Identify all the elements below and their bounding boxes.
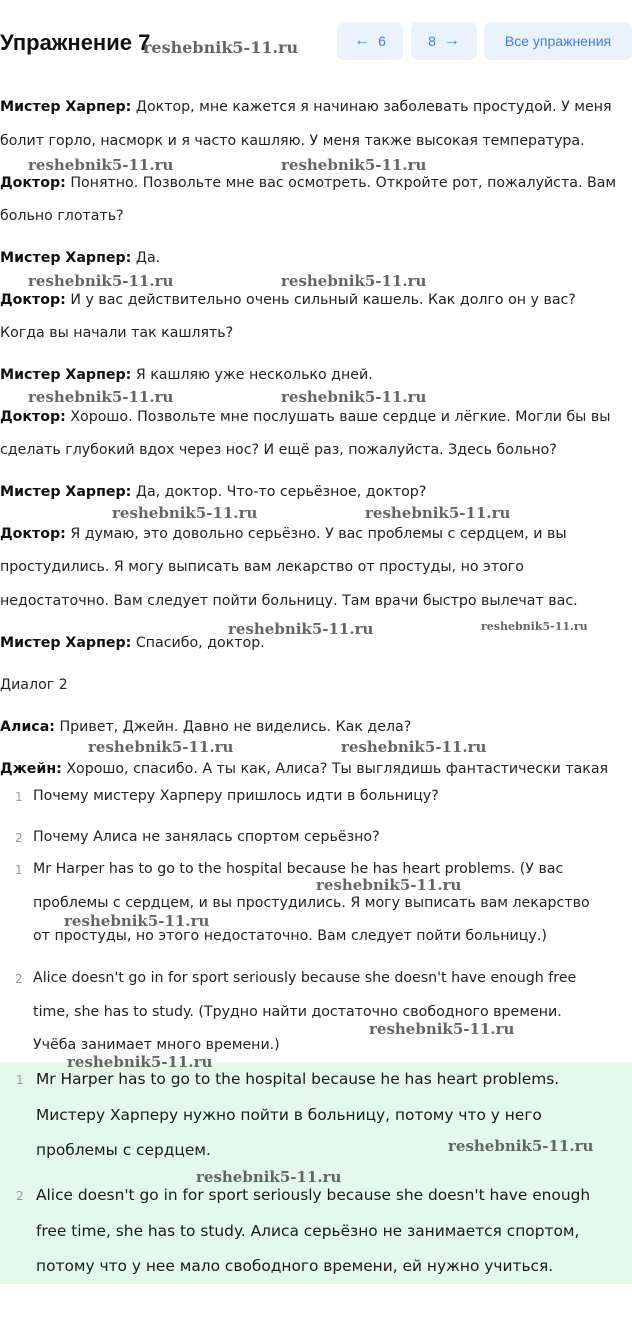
dialog-line bbox=[0, 585, 632, 618]
line-text: простудились. Я могу выписать вам лекарство от простуды, но этого bbox=[0, 559, 524, 575]
dialog-line bbox=[0, 476, 632, 509]
speaker-name: Доктор: bbox=[0, 292, 66, 308]
speaker-name: Алиса: bbox=[0, 719, 55, 735]
line-text: Да. bbox=[135, 250, 161, 266]
item-text: Alice doesn't go in for sport seriously because she doesn't have enough free bbox=[33, 970, 577, 986]
item-text: проблемы с сердцем, и вы простудились. Я могу выписать вам лекарство bbox=[33, 894, 590, 911]
dialog-line bbox=[0, 242, 632, 275]
dialog-line bbox=[0, 200, 632, 233]
item-text: Почему мистеру Харперу пришлось идти в больницу? bbox=[33, 788, 439, 804]
item-text: Учёба занимает много времени.) bbox=[33, 1037, 280, 1053]
dialog-line bbox=[0, 551, 632, 584]
line-text: Доктор, мне кажется я начинаю заболевать простудой. У меня bbox=[135, 99, 612, 115]
dialog-2-title: Диалог 2 bbox=[0, 677, 68, 693]
watermark: reshebnik5-11.ru bbox=[369, 1020, 515, 1038]
watermark: reshebnik5-11.ru bbox=[28, 156, 174, 174]
item-text: Почему Алиса не занялась спортом серьёзно? bbox=[33, 829, 380, 845]
item-text: Мистеру Харперу нужно пойти в больницу, потому что у него bbox=[36, 1105, 542, 1124]
watermark: reshebnik5-11.ru bbox=[448, 1137, 594, 1155]
item-number: 2 bbox=[16, 1189, 24, 1203]
watermark: reshebnik5-11.ru bbox=[88, 738, 234, 756]
speaker-name: Мистер Харпер: bbox=[0, 99, 132, 115]
speaker-name: Джейн: bbox=[0, 761, 62, 777]
line-text: сделать глубокий вдох через нос? И ещё раз, пожалуйста. Здесь больно? bbox=[0, 442, 557, 458]
line-text: Понятно. Позвольте мне вас осмотреть. Откройте рот, пожалуйста. Вам bbox=[70, 175, 617, 191]
page-header bbox=[0, 0, 632, 78]
item-number: 1 bbox=[15, 863, 23, 877]
speaker-name: Мистер Харпер: bbox=[0, 250, 132, 266]
watermark: reshebnik5-11.ru bbox=[67, 1053, 213, 1071]
watermark: reshebnik5-11.ru bbox=[281, 388, 427, 406]
watermark: reshebnik5-11.ru bbox=[316, 876, 462, 894]
speaker-name: Мистер Харпер: bbox=[0, 484, 132, 500]
page-title: Упражнение 7 bbox=[0, 30, 151, 55]
item-text: Mr Harper has to go to the hospital because he has heart problems. bbox=[36, 1070, 560, 1088]
item-number: 2 bbox=[15, 972, 23, 986]
arrow-right-icon: → bbox=[443, 32, 460, 49]
speaker-name: Доктор: bbox=[0, 175, 66, 191]
prev-exercise-button[interactable]: ← 6 bbox=[337, 22, 403, 60]
speaker-name: Мистер Харпер: bbox=[0, 367, 132, 383]
watermark: reshebnik5-11.ru bbox=[365, 504, 511, 522]
watermark: reshebnik5-11.ru bbox=[341, 738, 487, 756]
line-text: Спасибо, доктор. bbox=[135, 635, 265, 651]
item-text: от простуды, но этого недостаточно. Вам следует пойти больницу.) bbox=[33, 928, 547, 944]
speaker-name: Доктор: bbox=[0, 526, 66, 542]
line-text: Я думаю, это довольно серьёзно. У вас проблемы с сердцем, и вы bbox=[70, 526, 567, 542]
item-text: проблемы с сердцем. bbox=[36, 1141, 211, 1159]
watermark: reshebnik5-11.ru bbox=[281, 272, 427, 290]
watermark: reshebnik5-11.ru bbox=[481, 620, 588, 633]
line-text: И у вас действительно очень сильный кашель. Как долго он у вас? bbox=[70, 292, 576, 308]
item-text: потому что у нее мало свободного времени, ей нужно учиться. bbox=[36, 1257, 554, 1275]
dialog-line bbox=[0, 317, 632, 350]
item-number: 1 bbox=[16, 1073, 24, 1087]
watermark: reshebnik5-11.ru bbox=[112, 504, 258, 522]
watermark: reshebnik5-11.ru bbox=[228, 620, 374, 638]
dialog-line bbox=[0, 125, 632, 158]
all-exercises-button[interactable]: Все упражнения bbox=[484, 22, 632, 60]
speaker-name: Мистер Харпер: bbox=[0, 635, 132, 651]
line-text: Когда вы начали так кашлять? bbox=[0, 325, 234, 341]
item-text: Mr Harper has to go to the hospital because he has heart problems. (У вас bbox=[33, 861, 564, 877]
dialog-line bbox=[0, 91, 632, 124]
speaker-name: Доктор: bbox=[0, 409, 66, 425]
line-text: Я кашляю уже несколько дней. bbox=[135, 367, 373, 383]
item-text: time, she has to study. (Трудно найти достаточно свободного времени. bbox=[33, 1003, 562, 1020]
item-text: Alice doesn't go in for sport seriously because she doesn't have enough bbox=[36, 1186, 591, 1204]
dialog-line bbox=[0, 518, 632, 551]
line-text: Привет, Джейн. Давно не виделись. Как дела? bbox=[59, 719, 412, 735]
watermark: reshebnik5-11.ru bbox=[196, 1168, 342, 1186]
item-number: 2 bbox=[15, 831, 23, 845]
watermark: reshebnik5-11.ru bbox=[281, 156, 427, 174]
line-text: Хорошо, спасибо. А ты как, Алиса? Ты выглядишь фантастически такая bbox=[66, 761, 609, 777]
dialog-line bbox=[0, 434, 632, 467]
line-text: Хорошо. Позвольте мне послушать ваше сердце и лёгкие. Могли бы вы bbox=[70, 409, 611, 425]
watermark: reshebnik5-11.ru bbox=[28, 272, 174, 290]
item-text: free time, she has to study. Алиса серьёзно не занимается спортом, bbox=[36, 1221, 580, 1240]
line-text: Да, доктор. Что-то серьёзное, доктор? bbox=[135, 484, 427, 500]
item-number: 1 bbox=[15, 790, 23, 804]
watermark: reshebnik5-11.ru bbox=[143, 38, 299, 57]
line-text: болит горло, насморк и я часто кашляю. У меня также высокая температура. bbox=[0, 133, 585, 149]
watermark: reshebnik5-11.ru bbox=[28, 388, 174, 406]
line-text: больно глотать? bbox=[0, 208, 124, 224]
next-exercise-button[interactable]: 8 → bbox=[411, 22, 477, 60]
arrow-left-icon: ← bbox=[354, 32, 371, 49]
line-text: недостаточно. Вам следует пойти больницу. Там врачи быстро вылечат вас. bbox=[0, 593, 578, 609]
watermark: reshebnik5-11.ru bbox=[64, 912, 210, 930]
